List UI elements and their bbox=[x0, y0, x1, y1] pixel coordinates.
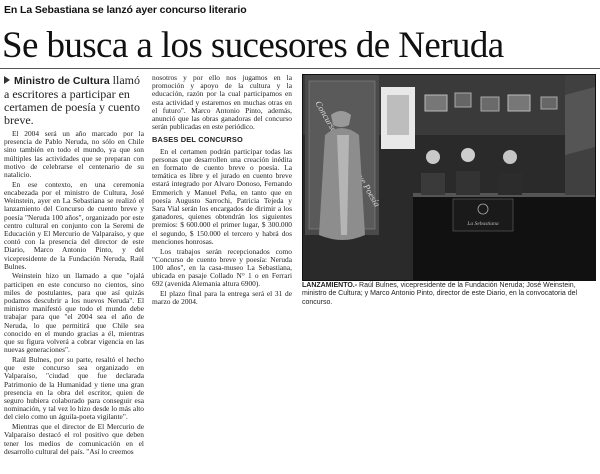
subheading: BASES DEL CONCURSO bbox=[152, 135, 243, 145]
col1-paragraph: Mientras que el director de El Mercurio de Valparaíso destacó el rol positivo que deben tener los medios de comunicación en el desarrollo cultural del país. "Así lo creemos bbox=[4, 422, 144, 456]
col2-paragraph: En el certamen podrán participar todas las personas que desarrollen una creación inédita en formato de cuento breve o poesía. La temática es libre y el jurado en cuento breve estará integrado por Alvaro Donoso, Fernando Emmerich y Manuel Peña, en tanto que en poesía Augusto Sarrochi, Patricia Tejeda y Sara Vial serán los encargados de dirimir a los ganadores, quienes obtendrán los siguientes premios: $ 600.000 el primer lugar, $ 300.000 el segundo, $ 150.000 el tercero y habrá dos menciones honrosas. bbox=[152, 146, 292, 246]
col1-paragraph: Weinstein hizo un llamado a que "ojalá participen en este concurso no cientos, sino miles de postulantes, para que así quizás podamos descubrir a los nuevos Neruda". El ministro manifestó que todo el mundo debe trabajar para que "el 2004 sea el año de Neruda, lo que permitirá que Chile sea conocido en el mundo gracias a él, mientras que su figura volverá a cobrar vigencia en las nuevas generaciones". bbox=[4, 271, 144, 355]
lead-org: Ministro de Cultura bbox=[14, 75, 110, 87]
lead-text: llamó a escritores a participar en certamen de poesía y cuento breve. bbox=[4, 73, 140, 127]
caption-label: LANZAMIENTO.- bbox=[302, 282, 358, 289]
bullet-triangle-icon bbox=[4, 76, 10, 84]
table-sign-text: La Sebastiana bbox=[467, 221, 499, 227]
col2-paragraph: El plazo final para la entrega será el 31 de marzo de 2004. bbox=[152, 289, 292, 307]
column-1 bbox=[4, 130, 144, 470]
headline: Se busca a los sucesores de Neruda bbox=[2, 25, 504, 66]
col1-paragraph: Raúl Bulnes, por su parte, resaltó el hecho que este concurso sea organizado en Valparaíso, "ciudad que fue declarada Patrimonio de la Humanidad y tiene una gran presencia en la obra del escritor, quien de seguro hubiera colaborado para conseguir esa nominación, y tal vez lo hizo desde lo más alto del cielo como un águila-poeta vigilante". bbox=[4, 354, 144, 422]
kicker: En La Sebastiana se lanzó ayer concurso literario bbox=[4, 4, 247, 16]
photo-caption bbox=[302, 282, 594, 307]
column-2 bbox=[152, 74, 292, 349]
headline-rule bbox=[0, 68, 600, 69]
banner-text: Concurso Poesía bbox=[313, 99, 383, 209]
col1-paragraph: En ese contexto, en una ceremonia encabezada por el ministro de Cultura, José Weinstein, ayer en La Sebastiana se realizó el lanzamiento del Concurso de cuento breve y poesía "Neruda 100 años", organizado por este centro cultural en conjunto con la Seremi de Educación y El Mercurio de Valparaíso, y que contó con la presencia del director de este Diario, Marco Antonio Pinto, y del vicepresidente de la Fundación Neruda, Raúl Bulnes. bbox=[4, 179, 144, 271]
caption-text: Raúl Bulnes, vicepresidente de la Fundación Neruda; José Weinstein, ministro de Cultura; y Marco Antonio Pinto, director de este Diario, en la convocatoria del concurso. bbox=[302, 282, 578, 306]
press-photo bbox=[302, 74, 596, 281]
col2-paragraph: nosotros y por ello nos jugamos en la promoción y apoyo de la cultura y la educación, razón por la cual participamos en esta actividad y estaremos en muchas otras en el futuro". Marco Antonio Pinto, además, anunció que las obras ganadoras del concurso serán publicadas en este periódico. bbox=[152, 74, 292, 132]
col2-paragraph: Los trabajos serán recepcionados como "Concurso de cuento breve y poesía: Neruda 100 años", en la casa-museo La Sebastiana, ubicada en pasaje Collado N° 1 o en Ferrari 692 (avenida Alemania altura 6900). bbox=[152, 246, 292, 289]
lead-paragraph bbox=[4, 74, 146, 127]
photo-illustration bbox=[303, 75, 595, 280]
col1-paragraph: El 2004 será un año marcado por la presencia de Pablo Neruda, no sólo en Chile sino también en todo el mundo, ya que son múltiples las actividades que se preparan con motivo de celebrarse el centenario de su natalicio. bbox=[4, 130, 144, 180]
